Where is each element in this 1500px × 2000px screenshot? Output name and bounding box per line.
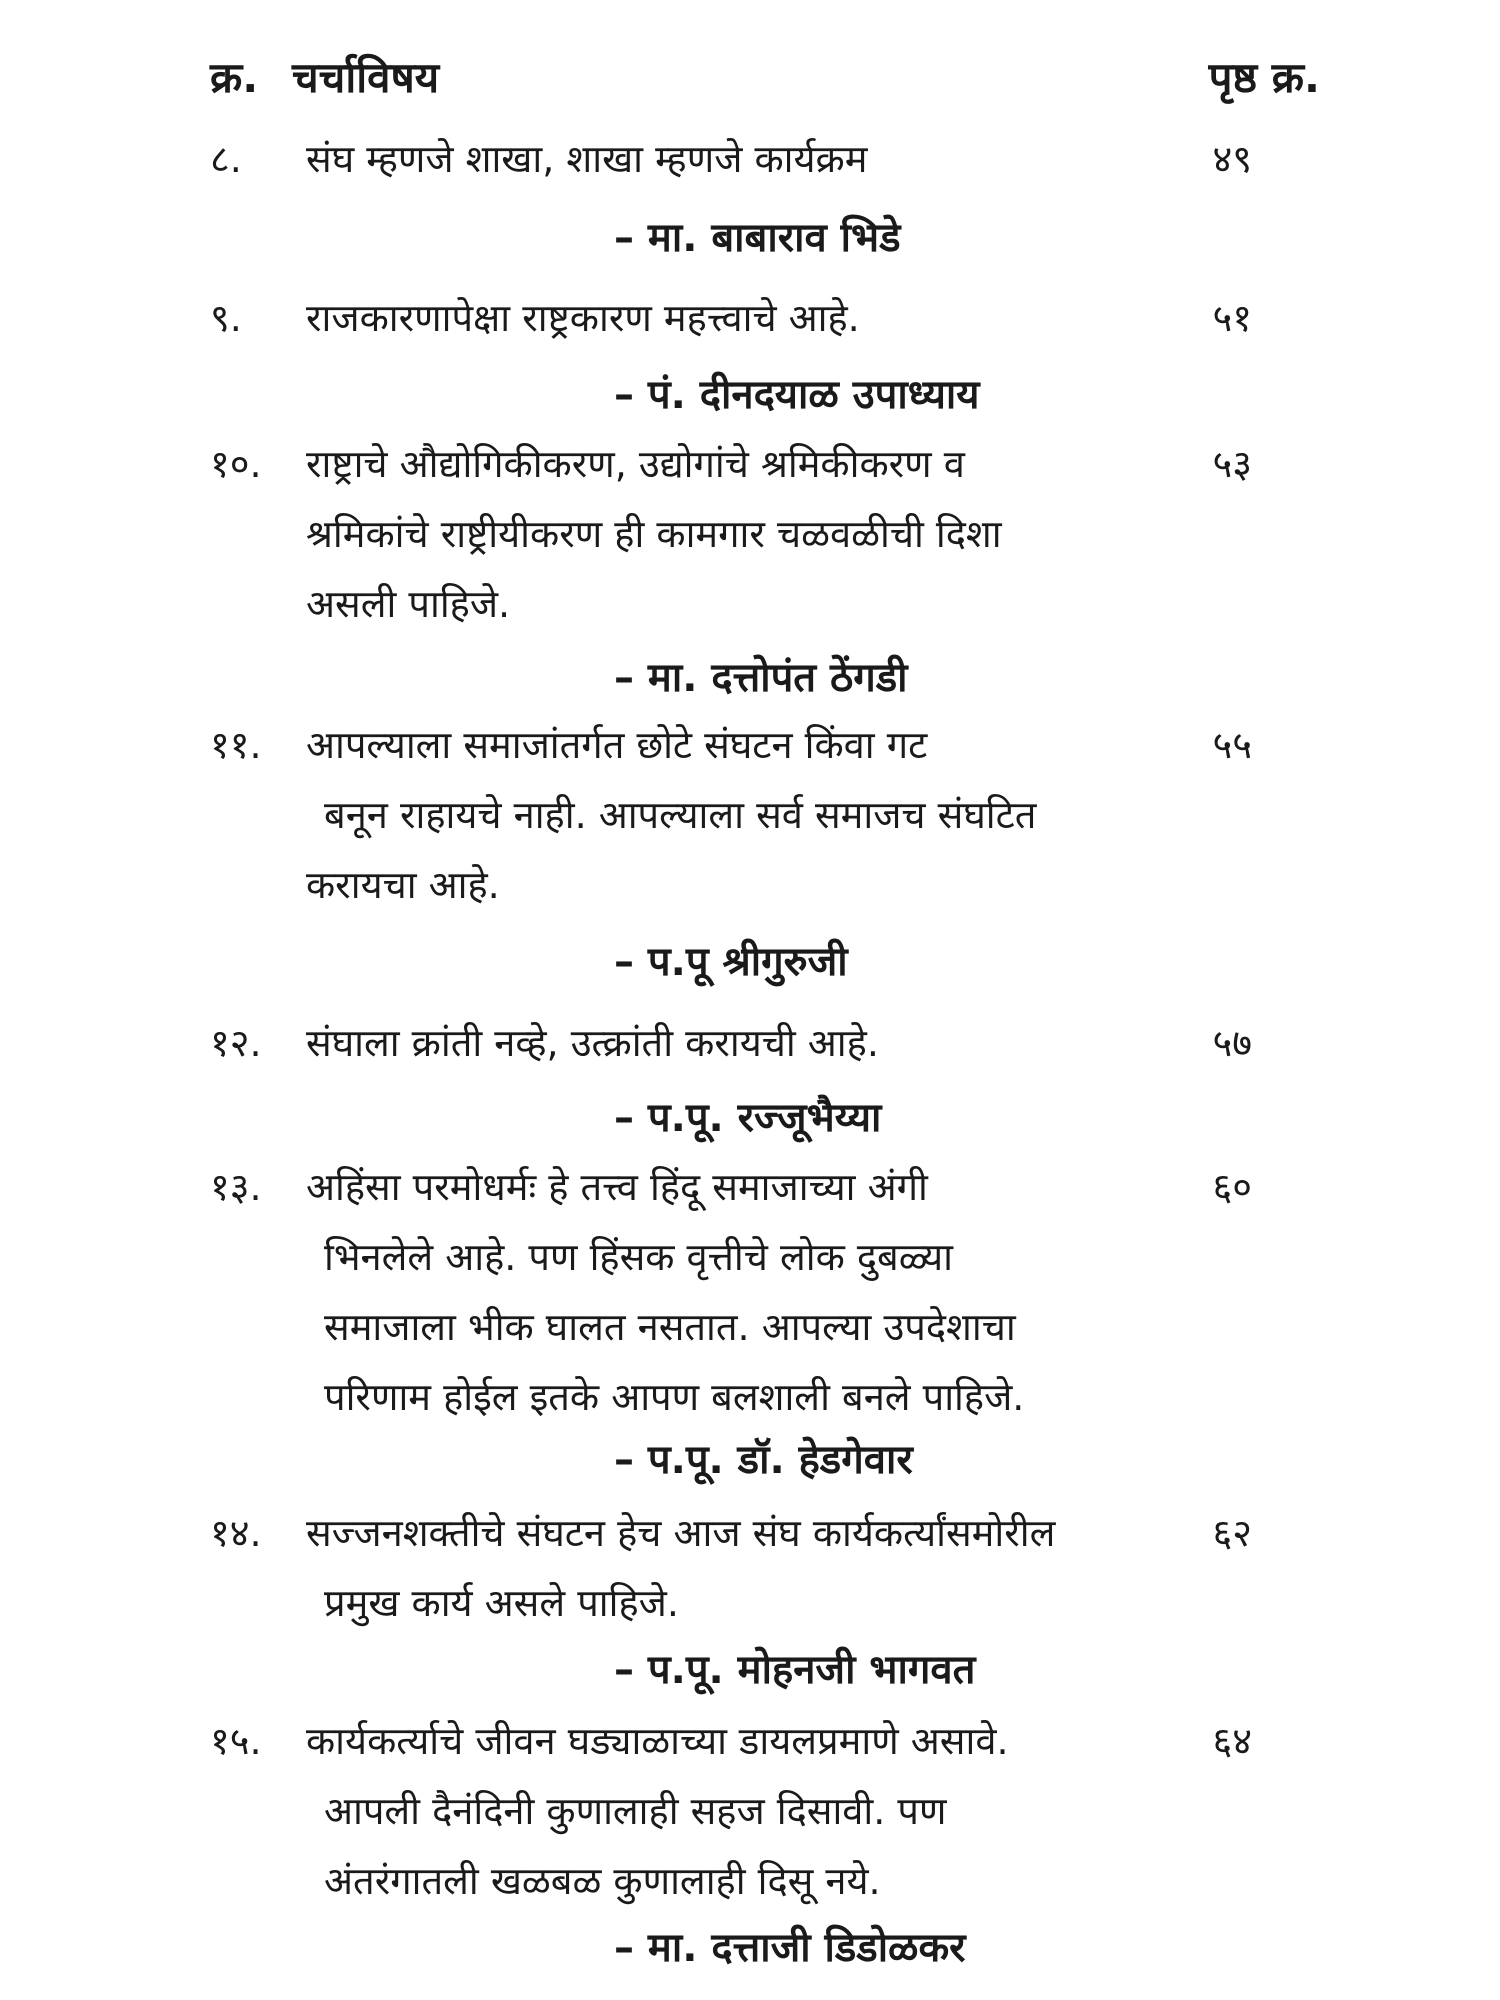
entry-topic <box>306 1498 1186 1638</box>
entry-topic-line: कार्यकर्त्याचे जीवन घड्याळाच्या डायलप्रमाणे असावे. <box>306 1719 1009 1763</box>
entry-topic <box>306 1706 1186 1916</box>
entry-topic-line: अहिंसा परमोधर्मः हे तत्त्व हिंदू समाजाच्या अंगी <box>306 1165 928 1209</box>
entry-author: – प.पू. डॉ. हेडगेवार <box>614 1437 913 1483</box>
entry-author: – मा. दत्ताजी डिडोळकर <box>614 1925 966 1971</box>
entry-page-number: ६२ <box>1212 1511 1252 1555</box>
entry-page-number: ५७ <box>1212 1021 1252 1065</box>
entry-topic-line: संघ म्हणजे शाखा, शाखा म्हणजे कार्यक्रम <box>306 137 868 181</box>
entry-page-number: ४९ <box>1212 137 1252 181</box>
entry-author: – मा. बाबाराव भिडे <box>614 215 901 261</box>
entry-number: १५. <box>210 1719 262 1763</box>
entry-number: १२. <box>210 1021 262 1065</box>
page-column-heading: पृष्ठ क्र. <box>1208 53 1320 102</box>
entry-topic-line: राष्ट्राचे औद्योगिकीकरण, उद्योगांचे श्रमिकीकरण व <box>306 442 965 486</box>
entry-topic <box>306 429 1186 639</box>
entry-topic-line: अंतरंगातली खळबळ कुणालाही दिसू नये. <box>324 1859 881 1903</box>
entry-topic <box>306 710 1186 920</box>
topic-column-heading: चर्चाविषय <box>292 53 440 102</box>
entry-topic-line: आपली दैनंदिनी कुणालाही सहज दिसावी. पण <box>324 1789 947 1833</box>
entry-topic-line: बनून राहायचे नाही. आपल्याला सर्व समाजच संघटित <box>324 793 1037 837</box>
entry-page-number: ६० <box>1212 1165 1252 1209</box>
entry-page-number: ५३ <box>1212 442 1252 486</box>
toc-header <box>210 48 1320 108</box>
entry-number: ९. <box>210 296 242 340</box>
entry-page-number: ५५ <box>1212 723 1252 767</box>
entry-topic-line: श्रमिकांचे राष्ट्रीयीकरण ही कामगार चळवळीची दिशा <box>306 512 1002 556</box>
entry-number: ११. <box>210 723 262 767</box>
entry-author: – प.पू. रज्जूभैय्या <box>614 1095 882 1141</box>
entry-number: १०. <box>210 442 262 486</box>
entry-topic-line: सज्जनशक्तीचे संघटन हेच आज संघ कार्यकर्त्यांसमोरील <box>306 1511 1056 1555</box>
entry-topic-line: असली पाहिजे. <box>306 582 511 626</box>
entry-topic-line: प्रमुख कार्य असले पाहिजे. <box>324 1581 679 1625</box>
entry-topic-line: परिणाम होईल इतके आपण बलशाली बनले पाहिजे. <box>324 1375 1025 1419</box>
entry-topic-line: आपल्याला समाजांतर्गत छोटे संघटन किंवा गट <box>306 723 928 767</box>
entry-author: – प.पू श्रीगुरुजी <box>614 939 848 985</box>
entry-topic <box>306 283 1186 353</box>
entry-topic-line: भिनलेले आहे. पण हिंसक वृत्तीचे लोक दुबळ्या <box>324 1235 954 1279</box>
entry-topic <box>306 1008 1186 1078</box>
entry-page-number: ५१ <box>1212 296 1252 340</box>
entry-author: – पं. दीनदयाळ उपाध्याय <box>614 372 980 418</box>
number-column-heading: क्र. <box>210 53 259 102</box>
entry-number: १३. <box>210 1165 262 1209</box>
entry-topic-line: संघाला क्रांती नव्हे, उत्क्रांती करायची आहे. <box>306 1021 879 1065</box>
entry-author: – प.पू. मोहनजी भागवत <box>614 1647 976 1693</box>
entry-topic-line: राजकारणापेक्षा राष्ट्रकारण महत्त्वाचे आहे. <box>306 296 860 340</box>
entry-number: १४. <box>210 1511 262 1555</box>
entry-number: ८. <box>210 137 242 181</box>
entry-author: – मा. दत्तोपंत ठेंगडी <box>614 655 908 701</box>
entry-topic-line: करायचा आहे. <box>306 863 500 907</box>
entry-topic <box>306 124 1186 194</box>
entry-page-number: ६४ <box>1212 1719 1252 1763</box>
entry-topic-line: समाजाला भीक घालत नसतात. आपल्या उपदेशाचा <box>324 1305 1016 1349</box>
entry-topic <box>306 1152 1186 1432</box>
